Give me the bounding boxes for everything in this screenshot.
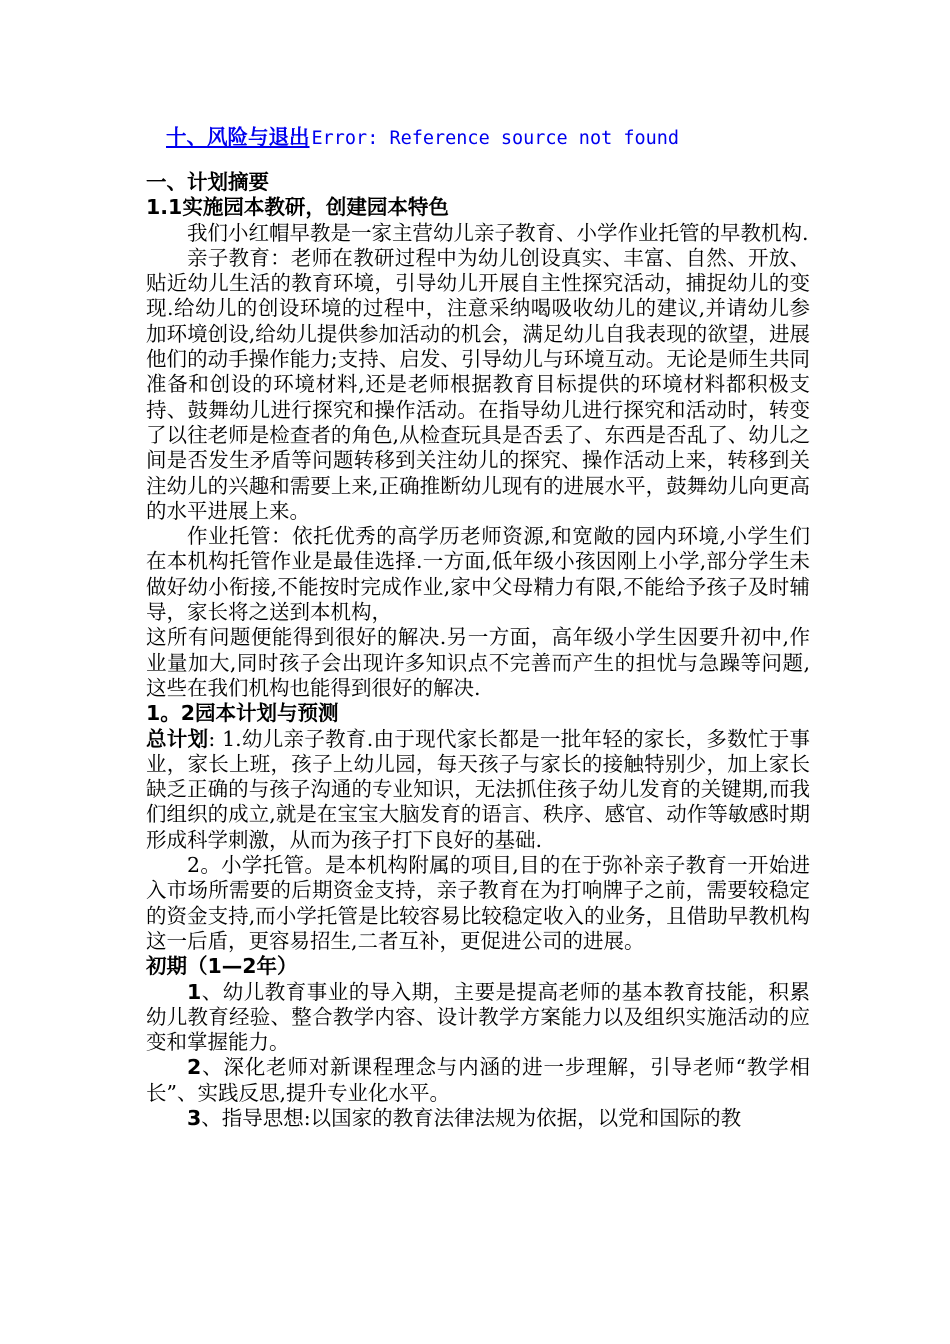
toc-entry: [166, 125, 679, 151]
toc-link-risk-exit[interactable]: 十、风险与退出: [166, 125, 310, 149]
paragraph: 亲子教育：老师在教研过程中为幼儿创设真实、丰富、自然、开放、贴近幼儿生活的教育环境，引导幼儿开展自主性探究活动，捕捉幼儿的变现.给幼儿的创设环境的过程中，注意采纳喝吸收幼儿的建议,并请幼儿参加环境创设,给幼儿提供参加活动的机会，满足幼儿自我表现的欲望，进展他们的动手操作能力;支持、启发、引导幼儿与环境互动。无论是师生共同准备和创设的环境材料,还是老师根据教育目标提供的环境材料都积极支持、鼓舞幼儿进行探究和操作活动。在指导幼儿进行探究和活动时，转变了以往老师是检查者的角色,从检查玩具是否丢了、东西是否乱了、幼儿之间是否发生矛盾等问题转移到关注幼儿的探究、操作活动上来，转移到关注幼儿的兴趣和需要上来,正确推断幼儿现有的进展水平，鼓舞幼儿向更高的水平进展上来。: [146, 245, 810, 523]
early-period-title: 初期（1—2年）: [146, 954, 298, 979]
plan-label: 总计划: [146, 726, 209, 751]
list-text: 、幼儿教育事业的导入期，主要是提高老师的基本教育技能，积累幼儿教育经验、整合教学内容、设计教学方案能力以及组织实施活动的应变和掌握能力。: [146, 979, 810, 1055]
toc-reference-error: Error: Reference source not found: [311, 128, 680, 149]
paragraph: 2。小学托管。是本机构附属的项目,目的在于弥补亲子教育一开始进入市场所需要的后期资金支持，亲子教育在为打响牌子之前，需要较稳定的资金支持,而小学托管是比较容易比较稳定收入的业务，且借助早教机构这一后盾，更容易招生,二者互补，更促进公司的进展。: [146, 853, 810, 953]
paragraph: 我们小红帽早教是一家主营幼儿亲子教育、小学作业托管的早教机构.: [187, 220, 809, 245]
paragraph: 作业托管：依托优秀的高学历老师资源,和宽敞的园内环境,小学生们在本机构托管作业是最佳选择.一方面,低年级小孩因刚上小学,部分学生未做好幼小衔接,不能按时完成作业,家中父母精力有限,不能给予孩子及时辅导，家长将之送到本机构，: [146, 524, 810, 625]
subsection-title: 1。2园本计划与预测: [146, 701, 339, 726]
list-item: [146, 980, 810, 1056]
list-item: [146, 1106, 810, 1131]
list-text: 、指导思想:以国家的教育法律法规为依据，以党和国际的教: [201, 1105, 742, 1130]
list-item: [146, 1055, 810, 1106]
section-title: 一、计划摘要: [146, 170, 269, 194]
list-number: 1: [187, 979, 202, 1004]
document-body: [146, 170, 810, 1131]
list-number: 2: [187, 1055, 202, 1080]
list-number: 3: [187, 1105, 202, 1130]
list-text: 、深化老师对新课程理念与内涵的进一步理解，引导老师“教学相长”、实践反思,提升专业化水平。: [146, 1055, 810, 1105]
paragraph: 这所有问题便能得到很好的解决.另一方面，高年级小学生因要升初中,作业量加大,同时孩子会出现许多知识点不完善而产生的担忧与急躁等问题,这些在我们机构也能得到很好的解决.: [146, 625, 810, 700]
plan-text: : 1.幼儿亲子教育.由于现代家长都是一批年轻的家长，多数忙于事业，家长上班，孩子上幼儿园，每天孩子与家长的接触特别少，加上家长缺乏正确的与孩子沟通的专业知识，无法抓住孩子幼儿发育的关键期,而我们组织的成立,就是在宝宝大脑发育的语言、秩序、感官、动作等敏感时期形成科学刺激，从而为孩子打下良好的基础.: [146, 726, 810, 852]
subsection-title: 1.1实施园本教研，创建园本特色: [146, 195, 449, 220]
plan-paragraph: [146, 727, 810, 853]
